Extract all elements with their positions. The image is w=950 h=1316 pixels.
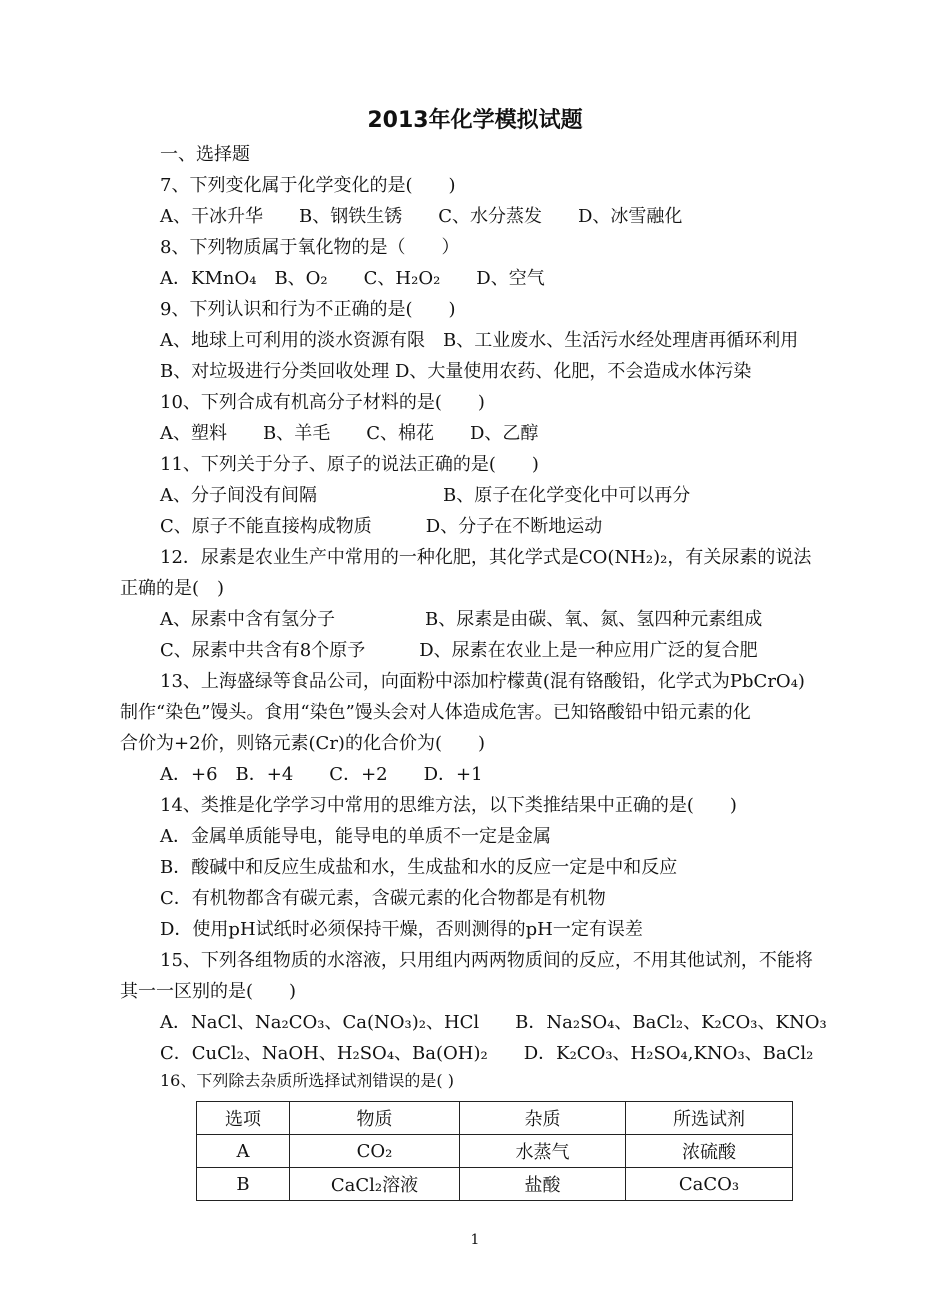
text-line: 7、下列变化属于化学变化的是( ) <box>160 175 456 196</box>
text-line: 8、下列物质属于氧化物的是（ ） <box>160 237 460 258</box>
text-line: C、尿素中共含有8个原予 D、尿素在农业上是一种应用广泛的复合肥 <box>160 640 758 661</box>
text-line: 9、下列认识和行为不正确的是( ) <box>160 299 456 320</box>
page-number: 1 <box>470 1232 480 1248</box>
text-line: D．使用pH试纸时必须保持干燥，否则测得的pH一定有误差 <box>160 919 643 940</box>
table-cell: CaCO₃ <box>626 1168 793 1201</box>
text-line: A、塑料 B、羊毛 C、棉花 D、乙醇 <box>160 423 539 444</box>
text-line: C．CuCl₂、NaOH、H₂SO₄、Ba(OH)₂ D．K₂CO₃、H₂SO₄,KNO₃、BaCl₂ <box>160 1043 814 1064</box>
text-line: 11、下列关于分子、原子的说法正确的是( ) <box>160 454 539 475</box>
table-row <box>197 1168 793 1201</box>
text-line: 合价为+2价，则铬元素(Cr)的化合价为( ) <box>120 733 485 754</box>
text-line: B、对垃圾进行分类回收处理 D、大量使用农药、化肥，不会造成水体污染 <box>160 361 752 382</box>
table-cell: 盐酸 <box>460 1168 626 1201</box>
table-cell: CO₂ <box>290 1135 460 1168</box>
table-cell: 水蒸气 <box>460 1135 626 1168</box>
section-heading: 一、选择题 <box>160 144 250 165</box>
text-line: A．金属单质能导电，能导电的单质不一定是金属 <box>160 826 551 847</box>
table-cell: 浓硫酸 <box>626 1135 793 1168</box>
text-line: 12．尿素是农业生产中常用的一种化肥，其化学式是CO(NH₂)₂，有关尿素的说法 <box>160 547 812 568</box>
text-line: A．NaCl、Na₂CO₃、Ca(NO₃)₂、HCl B．Na₂SO₄、BaCl₂、K₂CO₃、KNO₃ <box>160 1012 827 1033</box>
text-line: 10、下列合成有机高分子材料的是( ) <box>160 392 485 413</box>
table-row <box>197 1135 793 1168</box>
text-line: A、尿素中含有氢分子 B、尿素是由碳、氧、氮、氢四种元素组成 <box>160 609 763 630</box>
text-line: 13、上海盛绿等食品公司，向面粉中添加柠檬黄(混有铬酸铅，化学式为PbCrO₄) <box>160 671 805 692</box>
text-line: A．KMnO₄ B、O₂ C、H₂O₂ D、空气 <box>160 268 545 289</box>
table-header-cell: 所选试剂 <box>626 1102 793 1135</box>
text-line: 15、下列各组物质的水溶液，只用组内两两物质间的反应，不用其他试剂，不能将 <box>160 950 813 971</box>
text-line: B．酸碱中和反应生成盐和水，生成盐和水的反应一定是中和反应 <box>160 857 678 878</box>
text-line: 制作“染色”馒头。食用“染色”馒头会对人体造成危害。已知铬酸铅中铅元素的化 <box>120 702 751 723</box>
table-cell: CaCl₂溶液 <box>290 1168 460 1201</box>
text-line: 其一一区别的是( ) <box>120 981 297 1002</box>
table-header-cell: 物质 <box>290 1102 460 1135</box>
table-header-cell: 杂质 <box>460 1102 626 1135</box>
text-line: A、干冰升华 B、钢铁生锈 C、水分蒸发 D、冰雪融化 <box>160 206 683 227</box>
text-line: 14、类推是化学学习中常用的思维方法，以下类推结果中正确的是( ) <box>160 795 737 816</box>
impurity-table <box>196 1101 793 1201</box>
question-16-stem: 16、下列除去杂质所选择试剂错误的是( ) <box>160 1071 454 1090</box>
table-header-cell: 选项 <box>197 1102 290 1135</box>
table-header-row <box>197 1102 793 1135</box>
text-line: A、地球上可利用的淡水资源有限 B、工业废水、生活污水经处理唐再循环利用 <box>160 330 799 351</box>
text-line: A、分子间没有间隔 B、原子在化学变化中可以再分 <box>160 485 691 506</box>
table-cell: A <box>197 1135 290 1168</box>
text-line: C．有机物都含有碳元素，含碳元素的化合物都是有机物 <box>160 888 606 909</box>
text-line: C、原子不能直接构成物质 D、分子在不断地运动 <box>160 516 603 537</box>
table-cell: B <box>197 1168 290 1201</box>
page-title: 2013年化学模拟试题 <box>367 108 583 133</box>
text-line: A．+6 B．+4 C．+2 D．+1 <box>160 764 483 785</box>
text-line: 正确的是( ) <box>120 578 225 599</box>
